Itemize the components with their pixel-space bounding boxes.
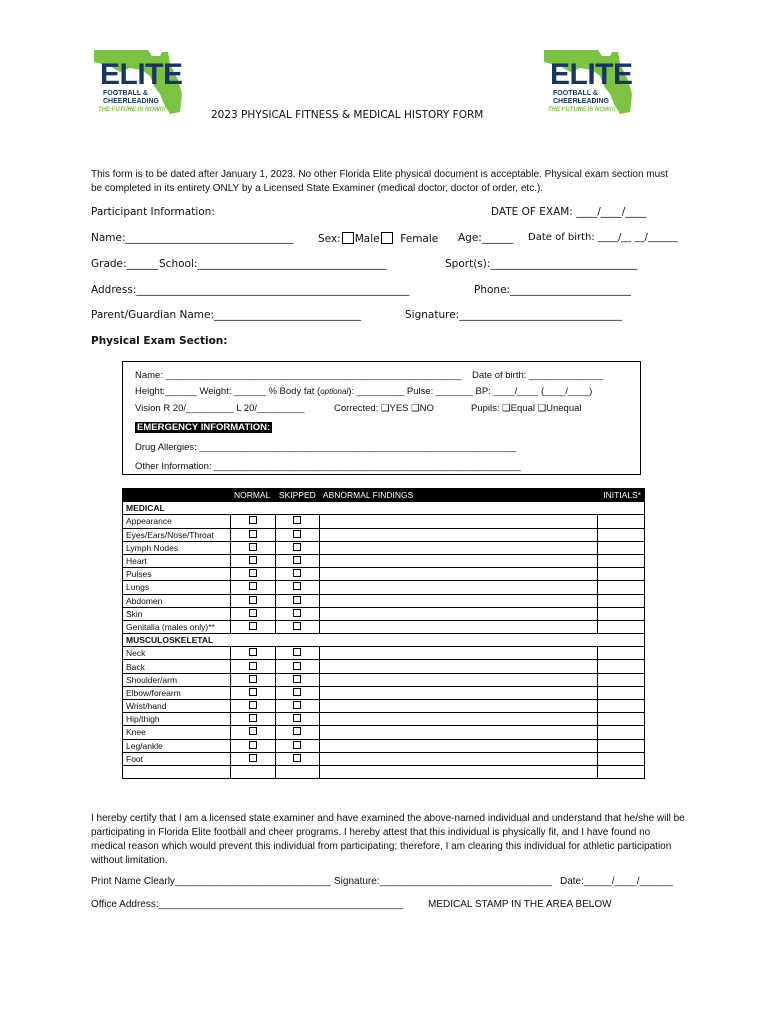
normal-cell	[230, 581, 275, 594]
abnormal-findings-cell[interactable]	[319, 660, 597, 673]
exam-item-label: Wrist/hand	[123, 700, 231, 713]
sex-field	[318, 232, 438, 245]
participant-heading: Participant Information:	[91, 206, 215, 218]
logo-subtitle: FOOTBALL & CHEERLEADING	[103, 90, 160, 105]
normal-cell	[230, 660, 275, 673]
skipped-checkbox[interactable]	[293, 648, 301, 656]
elite-logo-left	[90, 46, 205, 116]
normal-cell	[230, 594, 275, 607]
initials-cell[interactable]	[597, 660, 644, 673]
table-header-row	[123, 489, 645, 502]
exam-item-label: Shoulder/arm	[123, 673, 231, 686]
abnormal-findings-cell[interactable]	[319, 726, 597, 739]
abnormal-findings-cell[interactable]	[319, 594, 597, 607]
female-label: Female	[400, 233, 439, 245]
certification-text: I hereby certify that I am a licensed state examiner and have examined the above-named individual and understand that he/she will be participating in Florida Elite football and cheer programs. I hereby attest that this individual is physically fit, and I have found no medical reason which would prevent this individual from participating; therefore, I am clearing this individual for athletic participation without limitation.	[91, 813, 685, 866]
date-field[interactable]: Date:_____/____/______	[560, 876, 673, 887]
header-normal: NORMAL	[230, 489, 275, 502]
logo-tagline: THE FUTURE IS NOW!!!	[98, 107, 166, 113]
address-field[interactable]: Address:____________________________________________________	[91, 284, 410, 296]
exam-item-label: Lymph Nodes	[123, 541, 231, 554]
exam-item-label: Elbow/forearm	[123, 686, 231, 699]
logo-tagline: THE FUTURE IS NOW!!!	[548, 107, 616, 113]
initials-cell[interactable]	[597, 673, 644, 686]
normal-cell	[230, 726, 275, 739]
skipped-cell	[275, 554, 319, 567]
emergency-heading: EMERGENCY INFORMATION:	[137, 422, 271, 433]
parent-name-field[interactable]: Parent/Guardian Name:____________________________	[91, 309, 362, 321]
table-row	[123, 752, 645, 765]
skipped-checkbox[interactable]	[293, 516, 301, 524]
normal-checkbox[interactable]	[249, 596, 257, 604]
pupils-field[interactable]: Pupils: ❑Equal ❑Unequal	[471, 403, 582, 414]
initials-cell[interactable]	[597, 581, 644, 594]
exam-item-label: Leg/ankle	[123, 739, 231, 752]
normal-checkbox[interactable]	[249, 754, 257, 762]
skipped-cell	[275, 541, 319, 554]
normal-checkbox[interactable]	[249, 516, 257, 524]
initials-cell[interactable]	[597, 515, 644, 528]
corrected-field[interactable]: Corrected: ❑YES ❑NO	[334, 403, 434, 414]
table-row	[123, 739, 645, 752]
table-section-row	[123, 634, 645, 647]
skipped-checkbox[interactable]	[293, 754, 301, 762]
skipped-checkbox[interactable]	[293, 582, 301, 590]
exam-item-label: Abdomen	[123, 594, 231, 607]
abnormal-findings-cell[interactable]	[319, 739, 597, 752]
skipped-checkbox[interactable]	[293, 556, 301, 564]
abnormal-findings-cell[interactable]	[319, 541, 597, 554]
initials-cell[interactable]	[597, 554, 644, 567]
skipped-cell	[275, 515, 319, 528]
skipped-checkbox[interactable]	[293, 662, 301, 670]
header-blank	[123, 489, 231, 502]
initials-cell[interactable]	[597, 607, 644, 620]
exam-name-field[interactable]: Name: ________________________________________________________	[135, 370, 462, 381]
skipped-checkbox[interactable]	[293, 622, 301, 630]
skipped-cell	[275, 660, 319, 673]
table-row	[123, 686, 645, 699]
normal-checkbox[interactable]	[249, 569, 257, 577]
table-row	[123, 726, 645, 739]
age-field[interactable]: Age:______	[458, 232, 514, 244]
other-information-field[interactable]: Other Information: __________________________________________________________	[135, 461, 521, 472]
skipped-checkbox[interactable]	[293, 714, 301, 722]
table-row	[123, 515, 645, 528]
blank-cell	[275, 765, 319, 778]
vitals-line[interactable]: Height:______ Weight: ______ % Body fat (optional): _________ Pulse: _______ BP: ____/____ (____/____)	[135, 386, 593, 397]
table-row	[123, 673, 645, 686]
skipped-cell	[275, 686, 319, 699]
skipped-cell	[275, 594, 319, 607]
table-row	[123, 594, 645, 607]
sex-label: Sex:	[318, 233, 341, 245]
skipped-cell	[275, 528, 319, 541]
initials-cell[interactable]	[597, 726, 644, 739]
print-name-field[interactable]: Print Name Clearly____________________________	[91, 876, 331, 887]
logo-subtitle: FOOTBALL & CHEERLEADING	[553, 90, 610, 105]
exam-item-label: Hip/thigh	[123, 713, 231, 726]
school-field[interactable]: School:____________________________________	[159, 258, 387, 270]
blank-cell	[319, 765, 597, 778]
table-section-row	[123, 502, 645, 515]
exam-item-label: Lungs	[123, 581, 231, 594]
logo-word: ELITE	[100, 58, 183, 91]
abnormal-findings-cell[interactable]	[319, 554, 597, 567]
skipped-checkbox[interactable]	[293, 543, 301, 551]
skipped-cell	[275, 647, 319, 660]
normal-checkbox[interactable]	[249, 556, 257, 564]
skipped-cell	[275, 581, 319, 594]
normal-checkbox[interactable]	[249, 701, 257, 709]
table-row	[123, 607, 645, 620]
table-row	[123, 568, 645, 581]
normal-cell	[230, 620, 275, 633]
exam-findings-table	[122, 488, 645, 779]
signature-field[interactable]: Signature:_______________________________	[405, 309, 622, 321]
skipped-checkbox[interactable]	[293, 609, 301, 617]
exam-box	[122, 361, 641, 475]
abnormal-findings-cell[interactable]	[319, 713, 597, 726]
normal-checkbox[interactable]	[249, 688, 257, 696]
exam-item-label: Neck	[123, 647, 231, 660]
skipped-checkbox[interactable]	[293, 596, 301, 604]
normal-cell	[230, 700, 275, 713]
initials-cell[interactable]	[597, 700, 644, 713]
initials-cell[interactable]	[597, 713, 644, 726]
blank-cell	[230, 765, 275, 778]
initials-cell[interactable]	[597, 528, 644, 541]
abnormal-findings-cell[interactable]	[319, 700, 597, 713]
normal-checkbox[interactable]	[249, 530, 257, 538]
header-abnormal: ABNORMAL FINDINGS	[319, 489, 597, 502]
form-title: 2023 PHYSICAL FITNESS & MEDICAL HISTORY FORM	[211, 109, 484, 121]
initials-cell[interactable]	[597, 647, 644, 660]
initials-cell[interactable]	[597, 594, 644, 607]
skipped-checkbox[interactable]	[293, 741, 301, 749]
date-of-exam-field[interactable]: DATE OF EXAM: ____/____/____	[491, 206, 647, 218]
normal-checkbox[interactable]	[249, 609, 257, 617]
normal-cell	[230, 739, 275, 752]
normal-checkbox[interactable]	[249, 741, 257, 749]
skipped-checkbox[interactable]	[293, 675, 301, 683]
normal-cell	[230, 647, 275, 660]
initials-cell[interactable]	[597, 752, 644, 765]
drug-allergies-field[interactable]: Drug Allergies: ____________________________________________________________	[135, 442, 517, 453]
normal-checkbox[interactable]	[249, 582, 257, 590]
table-row	[123, 700, 645, 713]
normal-cell	[230, 607, 275, 620]
skipped-cell	[275, 739, 319, 752]
abnormal-findings-cell[interactable]	[319, 673, 597, 686]
skipped-checkbox[interactable]	[293, 727, 301, 735]
skipped-cell	[275, 726, 319, 739]
normal-cell	[230, 541, 275, 554]
female-checkbox[interactable]	[381, 232, 393, 244]
dob-field[interactable]: Date of birth: ____/__ __/______	[528, 232, 678, 243]
stamp-note: MEDICAL STAMP IN THE AREA BELOW	[428, 899, 612, 910]
normal-cell	[230, 568, 275, 581]
logo-word: ELITE	[550, 58, 633, 91]
exam-item-label: Heart	[123, 554, 231, 567]
intro-text: This form is to be dated after January 1, 2023. No other Florida Elite physical document is acceptable. Physical exam section must be completed in its entirety ONLY by a Licensed State Examiner (medical doctor, doctor of order, etc.).	[91, 169, 668, 194]
abnormal-findings-cell[interactable]	[319, 647, 597, 660]
abnormal-findings-cell[interactable]	[319, 528, 597, 541]
skipped-cell	[275, 620, 319, 633]
table-row	[123, 620, 645, 633]
header-initials: INITIALS*	[597, 489, 644, 502]
table-row	[123, 581, 645, 594]
skipped-checkbox[interactable]	[293, 701, 301, 709]
abnormal-findings-cell[interactable]	[319, 515, 597, 528]
table-row	[123, 660, 645, 673]
exam-item-label: Appearance	[123, 515, 231, 528]
normal-cell	[230, 686, 275, 699]
skipped-checkbox[interactable]	[293, 530, 301, 538]
section-label: MUSCULOSKELETAL	[123, 634, 645, 647]
abnormal-findings-cell[interactable]	[319, 752, 597, 765]
abnormal-findings-cell[interactable]	[319, 686, 597, 699]
normal-checkbox[interactable]	[249, 648, 257, 656]
skipped-cell	[275, 607, 319, 620]
normal-cell	[230, 673, 275, 686]
exam-item-label: Foot	[123, 752, 231, 765]
exam-item-label: Pulses	[123, 568, 231, 581]
abnormal-findings-cell[interactable]	[319, 581, 597, 594]
header-skipped: SKIPPED	[275, 489, 319, 502]
initials-cell[interactable]	[597, 620, 644, 633]
skipped-checkbox[interactable]	[293, 569, 301, 577]
exam-item-label: Knee	[123, 726, 231, 739]
blank-cell	[123, 765, 231, 778]
examiner-signature-field[interactable]: Signature:_______________________________	[334, 876, 552, 887]
initials-cell[interactable]	[597, 686, 644, 699]
name-field[interactable]: Name:________________________________	[91, 232, 294, 244]
exam-item-label: Skin	[123, 607, 231, 620]
skipped-cell	[275, 752, 319, 765]
abnormal-findings-cell[interactable]	[319, 607, 597, 620]
skipped-cell	[275, 713, 319, 726]
abnormal-findings-cell[interactable]	[319, 568, 597, 581]
skipped-cell	[275, 568, 319, 581]
normal-cell	[230, 528, 275, 541]
normal-checkbox[interactable]	[249, 727, 257, 735]
table-row-blank	[123, 765, 645, 778]
exam-heading: Physical Exam Section:	[91, 335, 228, 347]
normal-cell	[230, 713, 275, 726]
normal-checkbox[interactable]	[249, 543, 257, 551]
normal-checkbox[interactable]	[249, 714, 257, 722]
normal-checkbox[interactable]	[249, 675, 257, 683]
male-checkbox[interactable]	[342, 232, 354, 244]
table-row	[123, 528, 645, 541]
blank-cell	[597, 765, 644, 778]
sport-field[interactable]: Sport(s):____________________________	[445, 258, 638, 270]
normal-checkbox[interactable]	[249, 662, 257, 670]
initials-cell[interactable]	[597, 739, 644, 752]
normal-cell	[230, 554, 275, 567]
exam-item-label: Eyes/Ears/Nose/Throat	[123, 528, 231, 541]
normal-checkbox[interactable]	[249, 622, 257, 630]
normal-cell	[230, 752, 275, 765]
abnormal-findings-cell[interactable]	[319, 620, 597, 633]
skipped-checkbox[interactable]	[293, 688, 301, 696]
exam-item-label: Genitalia (males only)**	[123, 620, 231, 633]
exam-dob-field[interactable]: Date of birth: ______________	[472, 370, 603, 381]
table-row	[123, 541, 645, 554]
vision-field[interactable]: Vision R 20/_________ L 20/_________	[135, 403, 305, 414]
grade-field[interactable]: Grade:______	[91, 258, 159, 270]
office-address-field[interactable]: Office Address:____________________________________________	[91, 899, 404, 910]
elite-logo-right	[540, 46, 655, 116]
normal-cell	[230, 515, 275, 528]
initials-cell[interactable]	[597, 541, 644, 554]
table-row	[123, 713, 645, 726]
skipped-cell	[275, 700, 319, 713]
skipped-cell	[275, 673, 319, 686]
male-label: Male	[354, 233, 380, 245]
exam-item-label: Back	[123, 660, 231, 673]
phone-field[interactable]: Phone:_______________________	[474, 284, 631, 296]
table-row	[123, 554, 645, 567]
table-row	[123, 647, 645, 660]
initials-cell[interactable]	[597, 568, 644, 581]
section-label: MEDICAL	[123, 502, 645, 515]
